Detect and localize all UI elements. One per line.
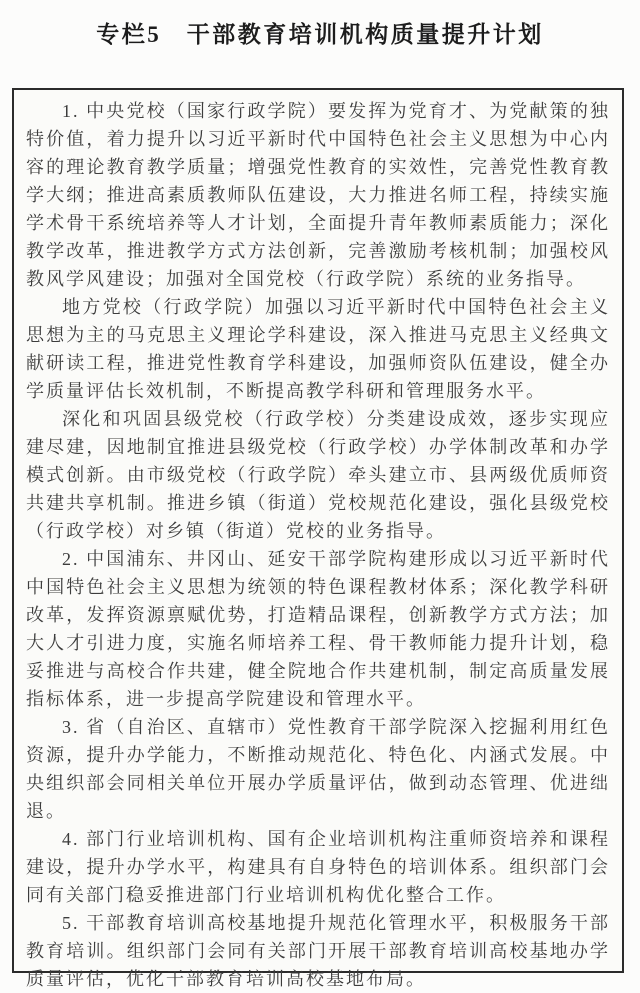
paragraph: 1. 中央党校（国家行政学院）要发挥为党育才、为党献策的独特价值，着力提升以习近平新时代中国特色社会主义思想为中心内容的理论教育教学质量；增强党性教育的实效性，完善党性教育教学大纲；推进高素质教师队伍建设，大力推进名师工程，持续实施学术骨干系统培养等人才计划，全面提升青年教师素质能力；深化教学改革，推进教学方式方法创新，完善激励考核机制；加强校风教风学风建设；加强对全国党校（行政学院）系统的业务指导。 bbox=[26, 101, 610, 289]
paragraph: 地方党校（行政学院）加强以习近平新时代中国特色社会主义思想为主的马克思主义理论学科建设，深入推进马克思主义经典文献研读工程，推进党性教育学科建设，加强师资队伍建设，健全办学质量评估长效机制，不断提高教学科研和管理服务水平。 bbox=[26, 297, 610, 401]
paragraph: 5. 干部教育培训高校基地提升规范化管理水平，积极服务干部教育培训。组织部门会同有关部门开展干部教育培训高校基地办学质量评估，优化干部教育培训高校基地布局。 bbox=[26, 913, 610, 989]
text-panel-box bbox=[12, 88, 624, 989]
page-title: 专栏5 干部教育培训机构质量提升计划 bbox=[96, 22, 544, 47]
paragraph: 3. 省（自治区、直辖市）党性教育干部学院深入挖掘利用红色资源，提升办学能力，不断推动规范化、特色化、内涵式发展。中央组织部会同相关单位开展办学质量评估，做到动态管理、优进绌退。 bbox=[26, 717, 610, 821]
panel-paragraphs bbox=[26, 97, 610, 993]
paragraph: 4. 部门行业培训机构、国有企业培训机构注重师资培养和课程建设，提升办学水平，构建具有自身特色的培训体系。组织部门会同有关部门稳妥推进部门行业培训机构优化整合工作。 bbox=[26, 829, 610, 905]
paragraph: 2. 中国浦东、井冈山、延安干部学院构建形成以习近平新时代中国特色社会主义思想为统领的特色课程教材体系；深化教学科研改革，发挥资源禀赋优势，打造精品课程，创新教学方式方法；加大人才引进力度，实施名师培养工程、骨干教师能力提升计划，稳妥推进与高校合作共建，健全院地合作共建机制，制定高质量发展指标体系，进一步提高学院建设和管理水平。 bbox=[26, 549, 610, 709]
paragraph: 深化和巩固县级党校（行政学校）分类建设成效，逐步实现应建尽建，因地制宜推进县级党校（行政学校）办学体制改革和办学模式创新。由市级党校（行政学院）牵头建立市、县两级优质师资共建共享机制。推进乡镇（街道）党校规范化建设，强化县级党校（行政学校）对乡镇（街道）党校的业务指导。 bbox=[26, 409, 610, 541]
